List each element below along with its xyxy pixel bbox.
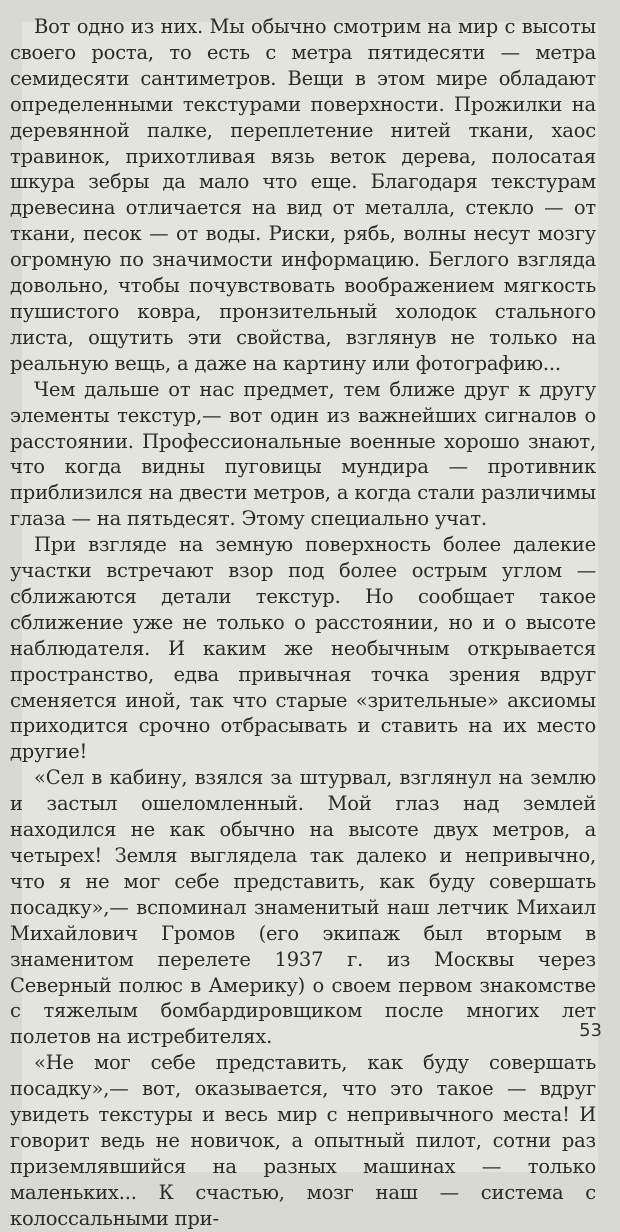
paragraph-1: Вот одно из них. Мы обычно смотрим на мир с высоты своего роста, то есть с метра пятидесяти — метра семидесяти сантиметров. Вещи в этом мире обладают определенными текстурами поверхности. Прожилки на деревянной палке, переплетение нитей ткани, хаос травинок, прихотливая вязь веток дерева, полосатая шкура зебры да мало что еще. Благодаря текстурам древесина отличается на вид от металла, стекло — от ткани, песок — от воды. Риски, рябь, волны несут мозгу огромную по значимости информацию. Беглого взгляда довольно, чтобы почувствовать воображением мягкость пушистого ковра, пронзительный холодок стального листа, ощутить эти свойства, взглянув не только на реальную вещь, а даже на картину или фотографию... <box>10 15 596 375</box>
paragraph-4: «Сел в кабину, взялся за штурвал, взглянул на землю и застыл ошеломленный. Мой глаз над землей находился не как обычно на высоте двух метров, а четырех! Земля выглядела так далеко и непривычно, что я не мог себе представить, как буду совершать посадку»,— вспоминал знаменитый наш летчик Михаил Михайлович Громов (его экипаж был вторым в знаменитом перелете 1937 г. из Москвы через Северный полюс в Америку) о своем первом знакомстве с тяжелым бомбардировщиком после многих лет полетов на истребителях. <box>10 766 596 1049</box>
paragraph-5: «Не мог себе представить, как буду совершать посадку»,— вот, оказывается, что это такое — вдруг увидеть текстуры и весь мир с непривычного места! И говорит ведь не новичок, а опытный пилот, сотни раз приземлявшийся на разных машинах — только маленьких... К счастью, мозг наш — система с колоссальными при- <box>10 1051 596 1230</box>
paragraph-3: При взгляде на земную поверхность более далекие участки встречают взор под более острым углом — сближаются детали текстур. Но сообщает такое сближение уже не только о расстоянии, но и о высоте наблюдателя. И каким же необычным открывается пространство, едва привычная точка зрения вдруг сменяется иной, так что старые «зрительные» аксиомы приходится срочно отбрасывать и ставить на их место другие! <box>10 533 596 764</box>
page-number: 53 <box>579 1020 602 1041</box>
paragraph-2: Чем дальше от нас предмет, тем ближе друг к другу элементы текстур,— вот один из важнейших сигналов о расстоянии. Профессиональные военные хорошо знают, что когда видны пуговицы мундира — противник приблизился на двести метров, а когда стали различимы глаза — на пятьдесят. Этому специально учат. <box>10 377 596 531</box>
body-text <box>10 14 596 1232</box>
